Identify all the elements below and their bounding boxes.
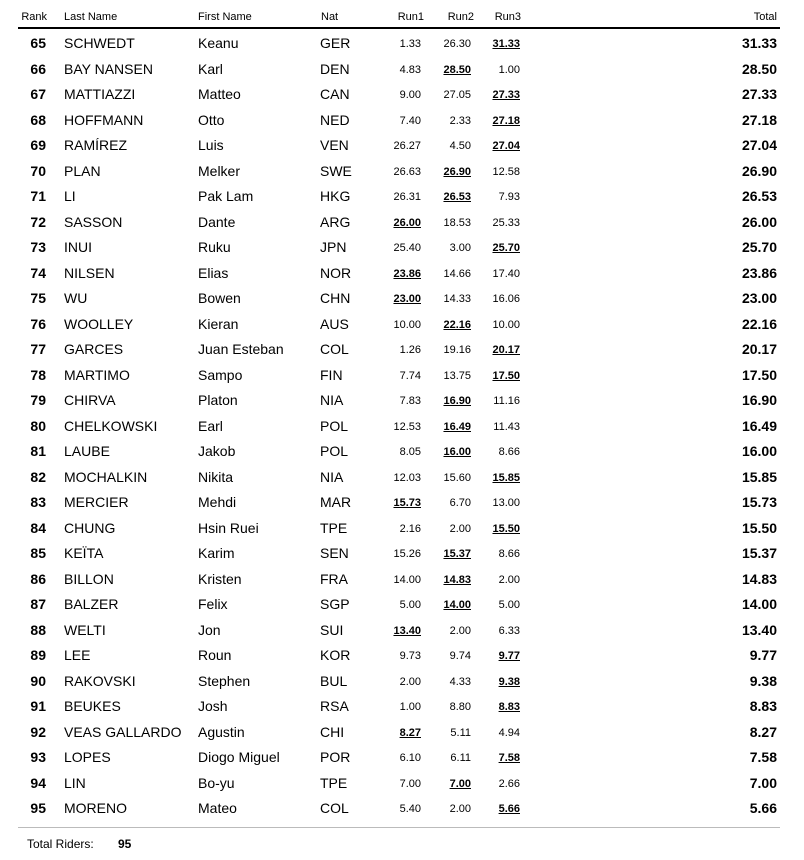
cell-run3: 27.04 xyxy=(492,140,520,152)
table-row xyxy=(0,387,804,413)
cell-total: 14.83 xyxy=(741,570,777,587)
cell-total: 14.00 xyxy=(741,596,777,612)
cell-rank: 66 xyxy=(30,60,46,77)
cell-rank: 67 xyxy=(30,86,46,102)
cell-first-name: Pak Lam xyxy=(198,188,254,204)
cell-run2: 14.66 xyxy=(443,267,471,280)
cell-rank: 86 xyxy=(30,570,46,587)
cell-last-name: LEE xyxy=(64,647,91,663)
cell-run2: 2.00 xyxy=(449,522,471,535)
cell-run3: 8.66 xyxy=(498,548,520,560)
cell-run3: 17.50 xyxy=(492,369,520,382)
cell-total: 22.16 xyxy=(741,315,777,332)
cell-first-name: Dante xyxy=(198,213,236,230)
cell-run2: 22.16 xyxy=(443,318,471,331)
cell-rank: 71 xyxy=(30,188,46,204)
cell-run1: 12.53 xyxy=(393,420,421,433)
cell-rank: 92 xyxy=(30,723,46,740)
cell-last-name: MORENO xyxy=(64,800,127,816)
header-rank: Rank xyxy=(21,11,47,23)
cell-total: 27.33 xyxy=(741,86,777,102)
cell-rank: 80 xyxy=(30,417,46,434)
cell-run2: 14.00 xyxy=(443,599,471,611)
cell-nat: NIA xyxy=(320,468,344,485)
cell-last-name: WOOLLEY xyxy=(64,315,134,332)
cell-total: 23.00 xyxy=(741,290,777,306)
header-run3: Run3 xyxy=(494,11,521,23)
cell-first-name: Kristen xyxy=(198,570,242,587)
cell-rank: 83 xyxy=(30,494,46,510)
cell-total: 26.53 xyxy=(741,188,777,204)
cell-nat: POL xyxy=(320,417,349,434)
cell-total: 7.58 xyxy=(749,749,777,765)
cell-last-name: GARCES xyxy=(64,341,124,357)
cell-last-name: SASSON xyxy=(64,213,123,230)
cell-run3: 16.06 xyxy=(492,293,520,305)
cell-total: 23.86 xyxy=(741,264,777,281)
cell-rank: 69 xyxy=(30,137,46,153)
cell-nat: POL xyxy=(320,443,349,459)
table-row xyxy=(0,540,804,566)
cell-run1: 5.40 xyxy=(399,803,421,815)
table-row xyxy=(0,81,804,107)
cell-run2: 28.50 xyxy=(443,63,471,76)
cell-run1: 1.33 xyxy=(399,38,421,50)
cell-first-name: Otto xyxy=(198,111,225,128)
header-first-name: First Name xyxy=(198,11,252,23)
table-row xyxy=(0,744,804,770)
cell-run2: 16.90 xyxy=(443,395,471,407)
header-nat: Nat xyxy=(321,11,339,23)
cell-run3: 6.33 xyxy=(498,624,520,637)
cell-rank: 70 xyxy=(30,162,46,179)
cell-last-name: BAY NANSEN xyxy=(64,60,153,77)
cell-run2: 2.00 xyxy=(449,803,471,815)
total-riders-value: 95 xyxy=(118,837,132,851)
cell-total: 27.18 xyxy=(741,111,777,128)
cell-run3: 11.43 xyxy=(493,420,520,433)
cell-run1: 15.26 xyxy=(393,548,421,560)
cell-run3: 15.50 xyxy=(492,522,520,535)
table-row xyxy=(0,362,804,388)
header-last-name: Last Name xyxy=(64,11,118,23)
table-row xyxy=(0,668,804,694)
table-row xyxy=(0,107,804,133)
cell-run3: 15.85 xyxy=(492,471,520,484)
header-divider xyxy=(18,27,780,29)
cell-run2: 7.00 xyxy=(449,777,471,790)
cell-run2: 8.80 xyxy=(449,701,471,713)
cell-nat: AUS xyxy=(320,315,349,332)
cell-last-name: HOFFMANN xyxy=(64,111,144,128)
cell-rank: 79 xyxy=(30,392,46,408)
cell-first-name: Mateo xyxy=(198,800,237,816)
cell-run2: 26.30 xyxy=(443,38,471,50)
cell-run1: 26.27 xyxy=(393,140,421,152)
table-row xyxy=(0,642,804,668)
cell-run1: 1.26 xyxy=(399,344,421,356)
table-row xyxy=(0,285,804,311)
table-row xyxy=(0,489,804,515)
table-row xyxy=(0,56,804,82)
cell-run3: 1.00 xyxy=(498,63,520,76)
cell-last-name: SCHWEDT xyxy=(64,35,135,51)
cell-run3: 7.93 xyxy=(498,191,520,203)
cell-first-name: Earl xyxy=(198,417,223,434)
cell-rank: 73 xyxy=(30,239,46,255)
cell-last-name: WU xyxy=(64,290,88,306)
table-row xyxy=(0,132,804,158)
cell-last-name: MERCIER xyxy=(64,494,129,510)
cell-run2: 13.75 xyxy=(443,369,471,382)
cell-nat: COL xyxy=(320,800,349,816)
cell-run3: 13.00 xyxy=(492,497,520,509)
cell-nat: KOR xyxy=(320,647,351,663)
cell-run2: 3.00 xyxy=(449,242,471,254)
cell-run3: 10.00 xyxy=(492,318,520,331)
cell-run2: 14.83 xyxy=(443,573,471,586)
table-row xyxy=(0,234,804,260)
cell-first-name: Bo-yu xyxy=(198,774,235,791)
table-row xyxy=(0,30,804,56)
cell-first-name: Matteo xyxy=(198,86,241,102)
cell-first-name: Roun xyxy=(198,647,232,663)
cell-rank: 85 xyxy=(30,545,46,561)
cell-rank: 78 xyxy=(30,366,46,383)
cell-nat: POR xyxy=(320,749,351,765)
cell-run2: 4.50 xyxy=(449,140,471,152)
cell-last-name: CHUNG xyxy=(64,519,116,536)
cell-run3: 5.66 xyxy=(498,803,520,815)
cell-total: 7.00 xyxy=(749,774,777,791)
header-run2: Run2 xyxy=(447,11,474,23)
cell-run2: 6.70 xyxy=(449,497,471,509)
cell-run2: 14.33 xyxy=(443,293,471,305)
cell-last-name: RAMÍREZ xyxy=(64,137,127,153)
cell-rank: 90 xyxy=(30,672,46,689)
cell-run2: 6.11 xyxy=(450,752,471,764)
cell-run1: 4.83 xyxy=(399,63,421,76)
cell-nat: RSA xyxy=(320,698,349,714)
cell-first-name: Stephen xyxy=(198,672,251,689)
cell-rank: 82 xyxy=(30,468,46,485)
table-row xyxy=(0,770,804,796)
cell-first-name: Juan Esteban xyxy=(198,341,284,357)
cell-run2: 27.05 xyxy=(443,89,471,101)
cell-rank: 65 xyxy=(30,35,46,51)
cell-run1: 26.31 xyxy=(393,191,421,203)
cell-nat: CHI xyxy=(320,723,345,740)
cell-last-name: BEUKES xyxy=(64,698,121,714)
cell-run3: 2.66 xyxy=(498,777,520,790)
cell-nat: GER xyxy=(320,35,351,51)
cell-last-name: CHELKOWSKI xyxy=(64,417,158,434)
cell-run1: 12.03 xyxy=(393,471,421,484)
cell-run1: 26.00 xyxy=(393,216,421,229)
table-row xyxy=(0,591,804,617)
cell-rank: 89 xyxy=(30,647,46,663)
table-row xyxy=(0,438,804,464)
cell-run1: 6.10 xyxy=(399,752,421,764)
cell-last-name: BILLON xyxy=(64,570,114,587)
cell-last-name: WELTI xyxy=(64,621,106,638)
cell-last-name: LOPES xyxy=(64,749,111,765)
cell-first-name: Karim xyxy=(198,545,235,561)
cell-run1: 7.00 xyxy=(399,777,421,790)
cell-last-name: NILSEN xyxy=(64,264,115,281)
cell-nat: COL xyxy=(320,341,349,357)
cell-run2: 26.53 xyxy=(443,191,471,203)
cell-rank: 88 xyxy=(30,621,46,638)
table-row xyxy=(0,719,804,745)
cell-nat: FRA xyxy=(320,570,348,587)
cell-run3: 27.33 xyxy=(492,89,520,101)
cell-run1: 10.00 xyxy=(393,318,421,331)
cell-run2: 16.49 xyxy=(443,420,471,433)
cell-rank: 77 xyxy=(30,341,46,357)
cell-run1: 1.00 xyxy=(399,701,421,713)
cell-rank: 87 xyxy=(30,596,46,612)
cell-nat: HKG xyxy=(320,188,351,204)
cell-total: 28.50 xyxy=(741,60,777,77)
table-header xyxy=(0,0,804,29)
cell-last-name: MARTIMO xyxy=(64,366,130,383)
cell-run2: 2.33 xyxy=(449,114,471,127)
cell-total: 5.66 xyxy=(749,800,777,816)
cell-nat: NOR xyxy=(320,264,352,281)
cell-rank: 68 xyxy=(30,111,46,128)
cell-total: 13.40 xyxy=(741,621,777,638)
table-row xyxy=(0,260,804,286)
cell-run1: 7.74 xyxy=(399,369,421,382)
cell-nat: SGP xyxy=(320,596,350,612)
cell-rank: 84 xyxy=(30,519,46,536)
cell-rank: 95 xyxy=(30,800,46,816)
table-row xyxy=(0,183,804,209)
cell-total: 27.04 xyxy=(741,137,777,153)
cell-run3: 27.18 xyxy=(492,114,520,127)
cell-total: 25.70 xyxy=(741,239,777,255)
cell-rank: 81 xyxy=(30,443,46,459)
cell-rank: 74 xyxy=(30,264,46,281)
cell-nat: FIN xyxy=(320,366,343,383)
table-row xyxy=(0,795,804,821)
cell-nat: SEN xyxy=(320,545,349,561)
table-row xyxy=(0,693,804,719)
cell-run1: 25.40 xyxy=(393,242,421,254)
cell-total: 15.37 xyxy=(741,545,777,561)
cell-run1: 23.86 xyxy=(393,267,421,280)
cell-run1: 7.40 xyxy=(399,114,421,127)
cell-first-name: Hsin Ruei xyxy=(198,519,259,536)
cell-first-name: Keanu xyxy=(198,35,239,51)
cell-run2: 9.74 xyxy=(449,650,471,662)
cell-first-name: Platon xyxy=(198,392,238,408)
cell-total: 26.00 xyxy=(741,213,777,230)
cell-total: 15.85 xyxy=(741,468,777,485)
cell-total: 8.83 xyxy=(749,698,777,714)
cell-run2: 5.11 xyxy=(450,726,471,739)
cell-nat: SUI xyxy=(320,621,344,638)
cell-nat: MAR xyxy=(320,494,352,510)
header-total: Total xyxy=(753,11,777,23)
cell-rank: 91 xyxy=(30,698,46,714)
cell-first-name: Jakob xyxy=(198,443,236,459)
cell-last-name: RAKOVSKI xyxy=(64,672,136,689)
cell-rank: 94 xyxy=(30,774,46,791)
cell-first-name: Mehdi xyxy=(198,494,237,510)
table-row xyxy=(0,336,804,362)
cell-run2: 15.60 xyxy=(443,471,471,484)
table-row xyxy=(0,209,804,235)
cell-last-name: CHIRVA xyxy=(64,392,116,408)
cell-nat: NIA xyxy=(320,392,344,408)
cell-nat: CHN xyxy=(320,290,351,306)
cell-run3: 25.70 xyxy=(492,242,520,254)
cell-run1: 14.00 xyxy=(393,573,421,586)
cell-rank: 72 xyxy=(30,213,46,230)
cell-nat: VEN xyxy=(320,137,349,153)
cell-first-name: Ruku xyxy=(198,239,231,255)
cell-last-name: KEÏTA xyxy=(64,545,104,561)
cell-run3: 2.00 xyxy=(498,573,520,586)
cell-run3: 20.17 xyxy=(492,344,520,356)
table-row xyxy=(0,311,804,337)
cell-run3: 25.33 xyxy=(492,216,520,229)
cell-run3: 4.94 xyxy=(498,726,520,739)
cell-run1: 8.05 xyxy=(399,446,421,458)
cell-nat: DEN xyxy=(320,60,350,77)
cell-first-name: Luis xyxy=(198,137,224,153)
cell-total: 31.33 xyxy=(741,35,777,51)
cell-first-name: Josh xyxy=(198,698,228,714)
cell-nat: JPN xyxy=(320,239,347,255)
cell-last-name: MOCHALKIN xyxy=(64,468,148,485)
cell-nat: NED xyxy=(320,111,350,128)
cell-last-name: MATTIAZZI xyxy=(64,86,136,102)
cell-first-name: Kieran xyxy=(198,315,239,332)
cell-run2: 19.16 xyxy=(443,344,471,356)
cell-total: 9.38 xyxy=(749,672,777,689)
cell-nat: SWE xyxy=(320,162,352,179)
table-row xyxy=(0,413,804,439)
header-run1: Run1 xyxy=(397,11,424,23)
cell-first-name: Elias xyxy=(198,264,229,281)
cell-run1: 13.40 xyxy=(393,624,421,637)
cell-run1: 5.00 xyxy=(399,599,421,611)
cell-total: 9.77 xyxy=(749,647,777,663)
cell-run2: 26.90 xyxy=(443,165,471,178)
cell-total: 16.49 xyxy=(741,417,777,434)
cell-first-name: Sampo xyxy=(198,366,243,383)
cell-last-name: VEAS GALLARDO xyxy=(64,723,182,740)
cell-rank: 75 xyxy=(30,290,46,306)
cell-first-name: Bowen xyxy=(198,290,241,306)
cell-run1: 8.27 xyxy=(399,726,421,739)
cell-last-name: LI xyxy=(64,188,76,204)
cell-first-name: Nikita xyxy=(198,468,234,485)
cell-run3: 17.40 xyxy=(492,267,520,280)
cell-first-name: Karl xyxy=(198,60,223,77)
cell-first-name: Agustin xyxy=(198,723,245,740)
cell-total: 17.50 xyxy=(741,366,777,383)
cell-nat: BUL xyxy=(320,672,348,689)
cell-run1: 9.73 xyxy=(399,650,421,662)
cell-total: 26.90 xyxy=(741,162,777,179)
cell-last-name: INUI xyxy=(64,239,92,255)
cell-run1: 15.73 xyxy=(393,497,421,509)
cell-run3: 7.58 xyxy=(498,752,520,764)
cell-run3: 12.58 xyxy=(492,165,520,178)
cell-run3: 5.00 xyxy=(498,599,520,611)
cell-nat: TPE xyxy=(320,519,348,536)
cell-first-name: Melker xyxy=(198,162,241,179)
cell-total: 16.90 xyxy=(741,392,777,408)
cell-run1: 23.00 xyxy=(393,293,421,305)
table-row xyxy=(0,617,804,643)
cell-nat: ARG xyxy=(320,213,351,230)
table-row xyxy=(0,158,804,184)
cell-total: 8.27 xyxy=(749,723,777,740)
cell-first-name: Diogo Miguel xyxy=(198,749,280,765)
cell-last-name: BALZER xyxy=(64,596,119,612)
cell-run3: 9.38 xyxy=(498,675,520,688)
cell-run3: 9.77 xyxy=(498,650,520,662)
cell-run3: 8.66 xyxy=(498,446,520,458)
cell-run2: 15.37 xyxy=(443,548,471,560)
cell-total: 16.00 xyxy=(741,443,777,459)
cell-run1: 9.00 xyxy=(399,89,421,101)
cell-run2: 4.33 xyxy=(449,675,471,688)
cell-total: 15.50 xyxy=(741,519,777,536)
cell-rank: 93 xyxy=(30,749,46,765)
cell-rank: 76 xyxy=(30,315,46,332)
cell-last-name: LAUBE xyxy=(64,443,110,459)
cell-last-name: PLAN xyxy=(64,162,101,179)
table-row xyxy=(0,464,804,490)
total-riders-label: Total Riders: xyxy=(27,837,94,851)
cell-nat: CAN xyxy=(320,86,350,102)
cell-run2: 2.00 xyxy=(449,624,471,637)
cell-last-name: LIN xyxy=(64,774,86,791)
cell-run3: 11.16 xyxy=(493,395,520,407)
table-row xyxy=(0,515,804,541)
cell-total: 15.73 xyxy=(741,494,777,510)
cell-run1: 2.16 xyxy=(399,522,421,535)
footer-divider xyxy=(18,827,780,828)
cell-run2: 18.53 xyxy=(443,216,471,229)
cell-total: 20.17 xyxy=(741,341,777,357)
table-row xyxy=(0,566,804,592)
cell-nat: TPE xyxy=(320,774,348,791)
cell-first-name: Felix xyxy=(198,596,228,612)
cell-first-name: Jon xyxy=(198,621,221,638)
cell-run1: 7.83 xyxy=(399,395,421,407)
cell-run1: 26.63 xyxy=(393,165,421,178)
cell-run3: 8.83 xyxy=(498,701,520,713)
cell-run1: 2.00 xyxy=(399,675,421,688)
cell-run3: 31.33 xyxy=(492,38,520,50)
cell-run2: 16.00 xyxy=(443,446,471,458)
